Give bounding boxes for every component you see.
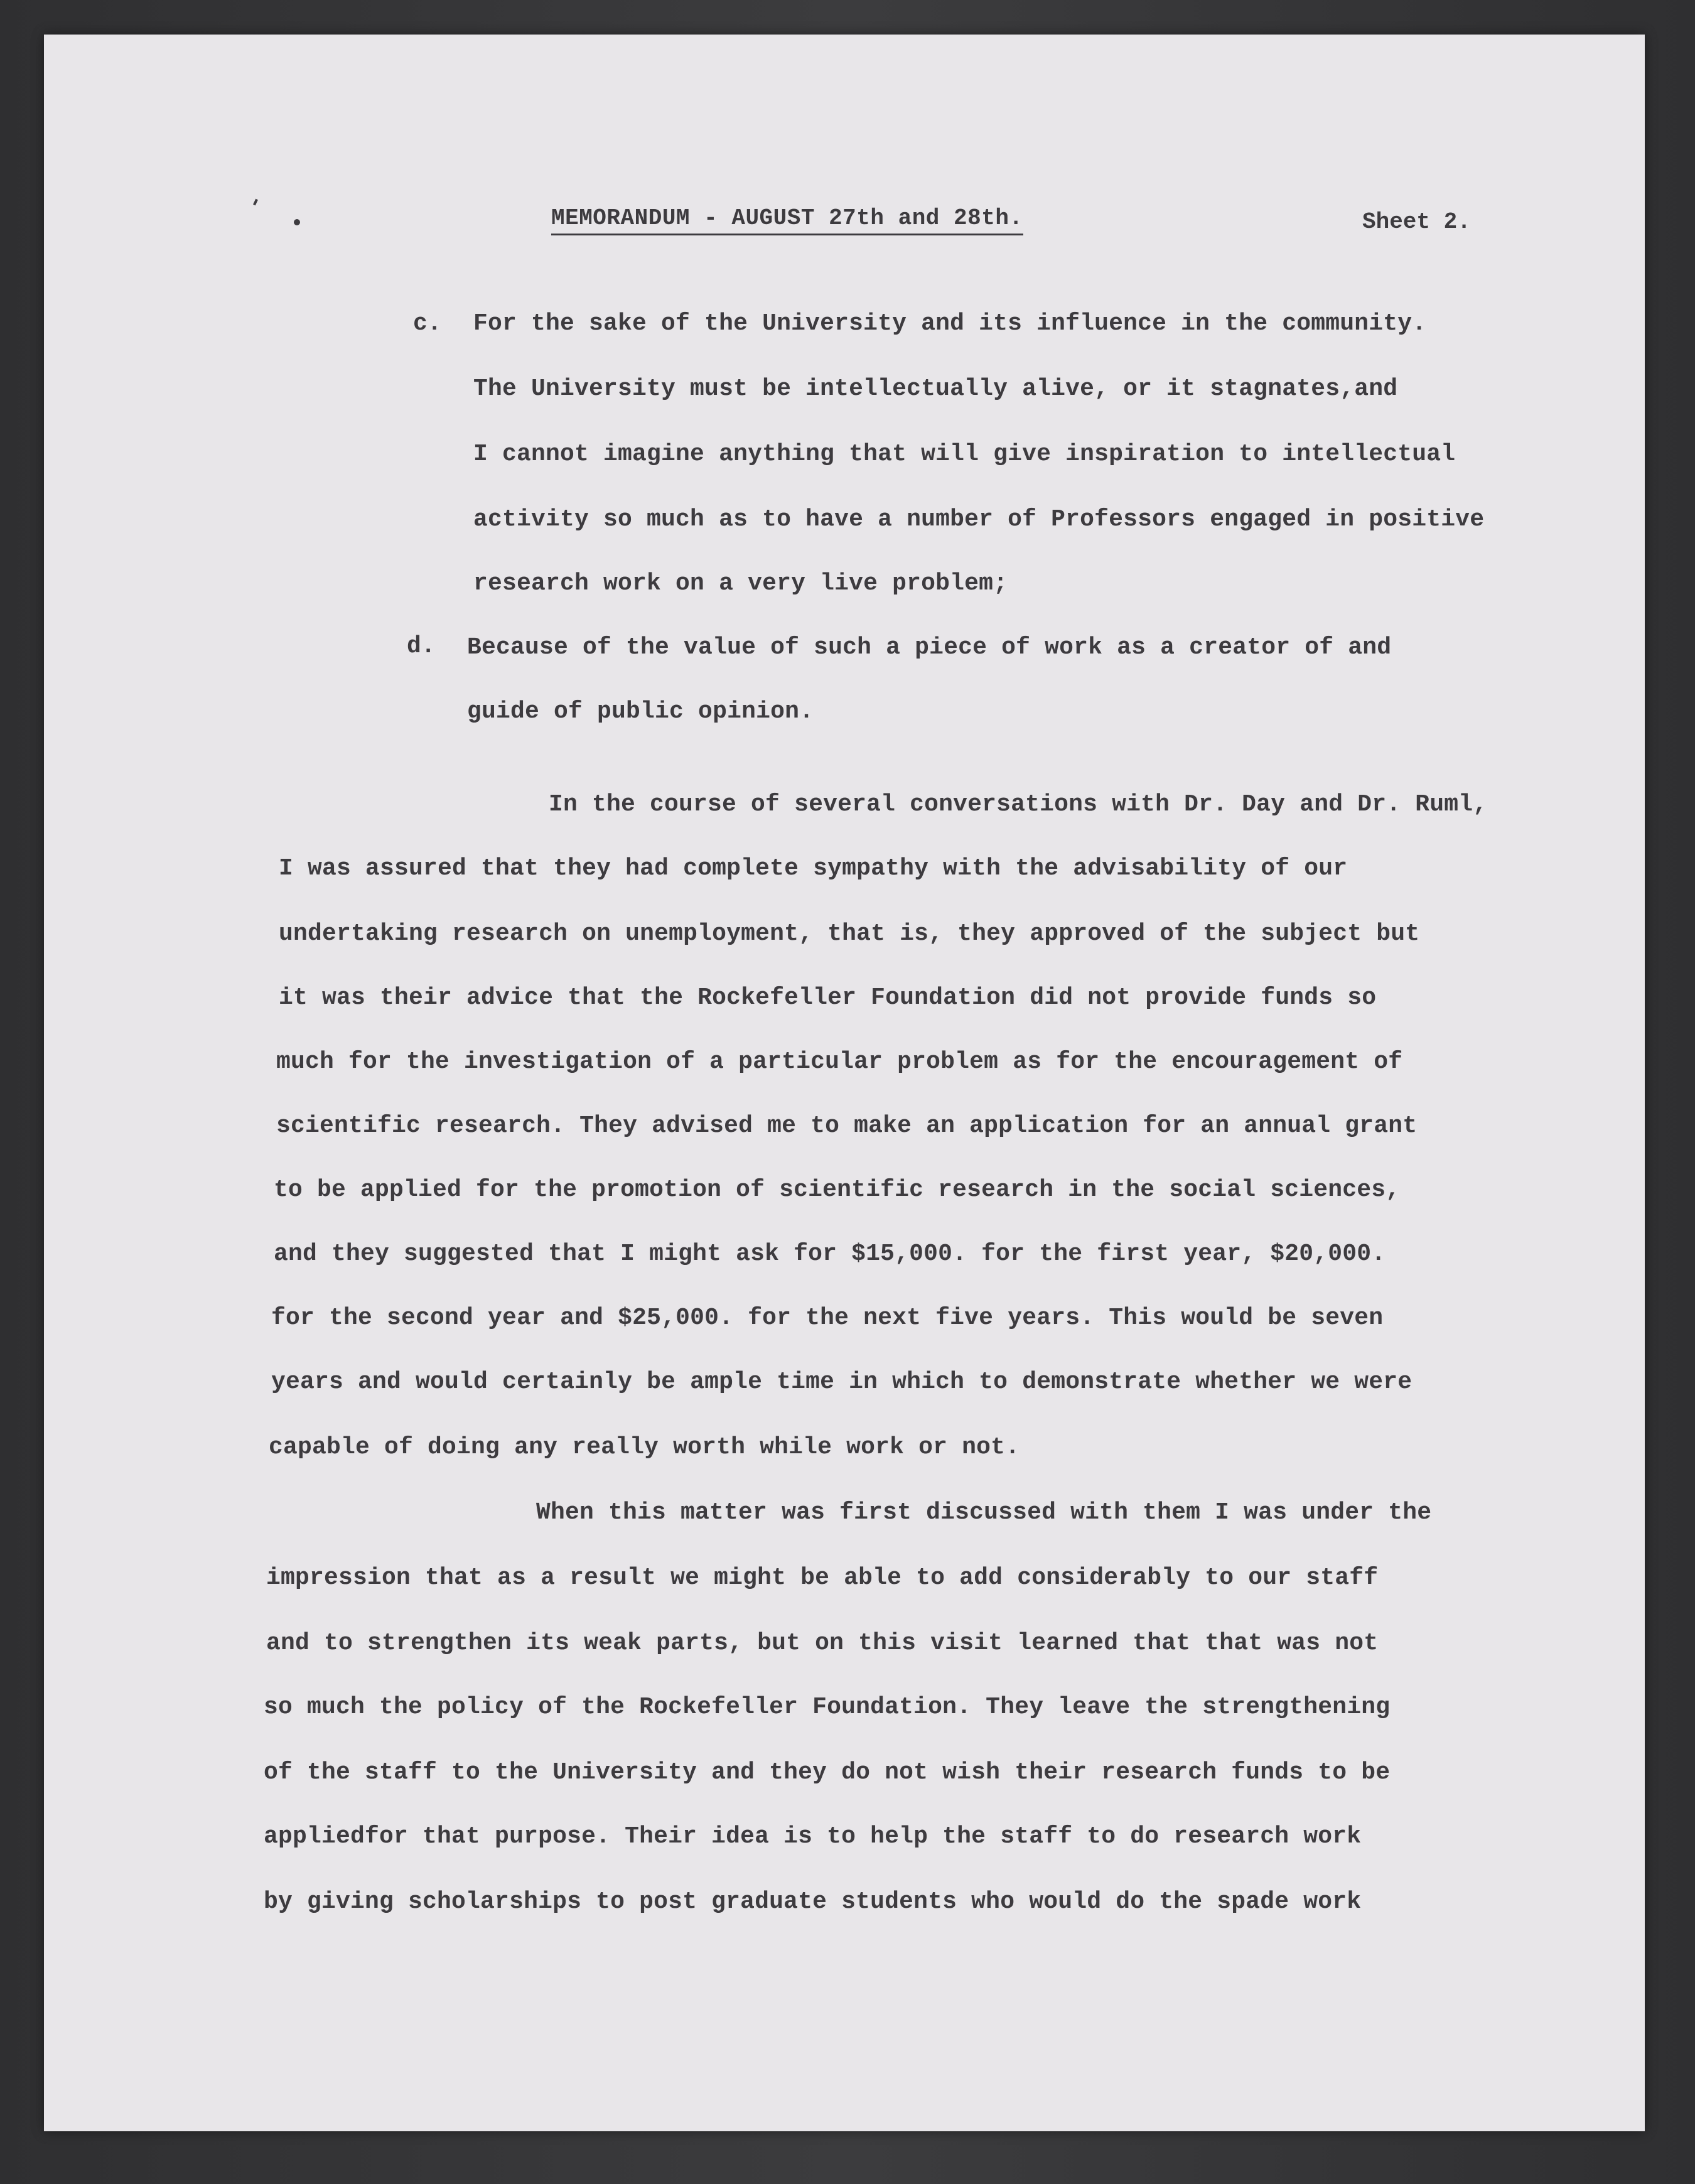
- paragraph-line: impression that as a result we might be able to add considerably to our staff: [266, 1564, 1379, 1591]
- list-item-letter-c: c.: [413, 310, 442, 337]
- paragraph-line: much for the investigation of a particular problem as for the encouragement of: [276, 1048, 1403, 1075]
- list-item-line: guide of public opinion.: [467, 698, 814, 725]
- paragraph-line: and to strengthen its weak parts, but on this visit learned that that was not: [266, 1630, 1379, 1657]
- list-item-line: Because of the value of such a piece of work as a creator of and: [467, 634, 1392, 661]
- memo-title: MEMORANDUM - AUGUST 27th and 28th.: [551, 205, 1023, 235]
- paragraph-line: for the second year and $25,000. for the next five years. This would be seven: [271, 1304, 1384, 1331]
- paragraph-line: by giving scholarships to post graduate students who would do the spade work: [264, 1888, 1362, 1915]
- list-item-letter-d: d.: [407, 633, 436, 660]
- paragraph-line: scientific research. They advised me to make an application for an annual grant: [276, 1112, 1418, 1139]
- paragraph-line: appliedfor that purpose. Their idea is to help the staff to do research work: [264, 1823, 1362, 1850]
- paragraph-line: In the course of several conversations with Dr. Day and Dr. Ruml,: [549, 791, 1488, 818]
- stray-dot: [294, 219, 300, 225]
- paragraph-line: years and would certainly be ample time in which to demonstrate whether we were: [271, 1369, 1412, 1396]
- paragraph-line: capable of doing any really worth while work or not.: [269, 1434, 1020, 1461]
- paragraph-line: it was their advice that the Rockefeller Foundation did not provide funds so: [279, 984, 1377, 1011]
- paragraph-line: and they suggested that I might ask for $15,000. for the first year, $20,000.: [274, 1240, 1386, 1267]
- sheet-number: Sheet 2.: [1362, 209, 1471, 235]
- memo-header: [44, 186, 1645, 243]
- list-item-line: For the sake of the University and its influence in the community.: [473, 310, 1427, 337]
- list-item-line: The University must be intellectually alive, or it stagnates,and: [473, 375, 1398, 402]
- list-item-line: activity so much as to have a number of Professors engaged in positive: [473, 506, 1485, 533]
- paragraph-line: When this matter was first discussed with them I was under the: [536, 1499, 1432, 1526]
- list-item-line: I cannot imagine anything that will give inspiration to intellectual: [473, 441, 1456, 468]
- paragraph-line: so much the policy of the Rockefeller Foundation. They leave the strengthening: [264, 1694, 1391, 1721]
- paragraph-line: to be applied for the promotion of scientific research in the social sciences,: [274, 1176, 1401, 1203]
- paragraph-line: I was assured that they had complete sympathy with the advisability of our: [279, 855, 1348, 882]
- stray-mark: [253, 199, 258, 206]
- paragraph-line: undertaking research on unemployment, that is, they approved of the subject but: [279, 920, 1420, 947]
- list-item-line: research work on a very live problem;: [473, 570, 1008, 597]
- paragraph-line: of the staff to the University and they do not wish their research funds to be: [264, 1759, 1391, 1786]
- memo-sheet: [44, 35, 1645, 2131]
